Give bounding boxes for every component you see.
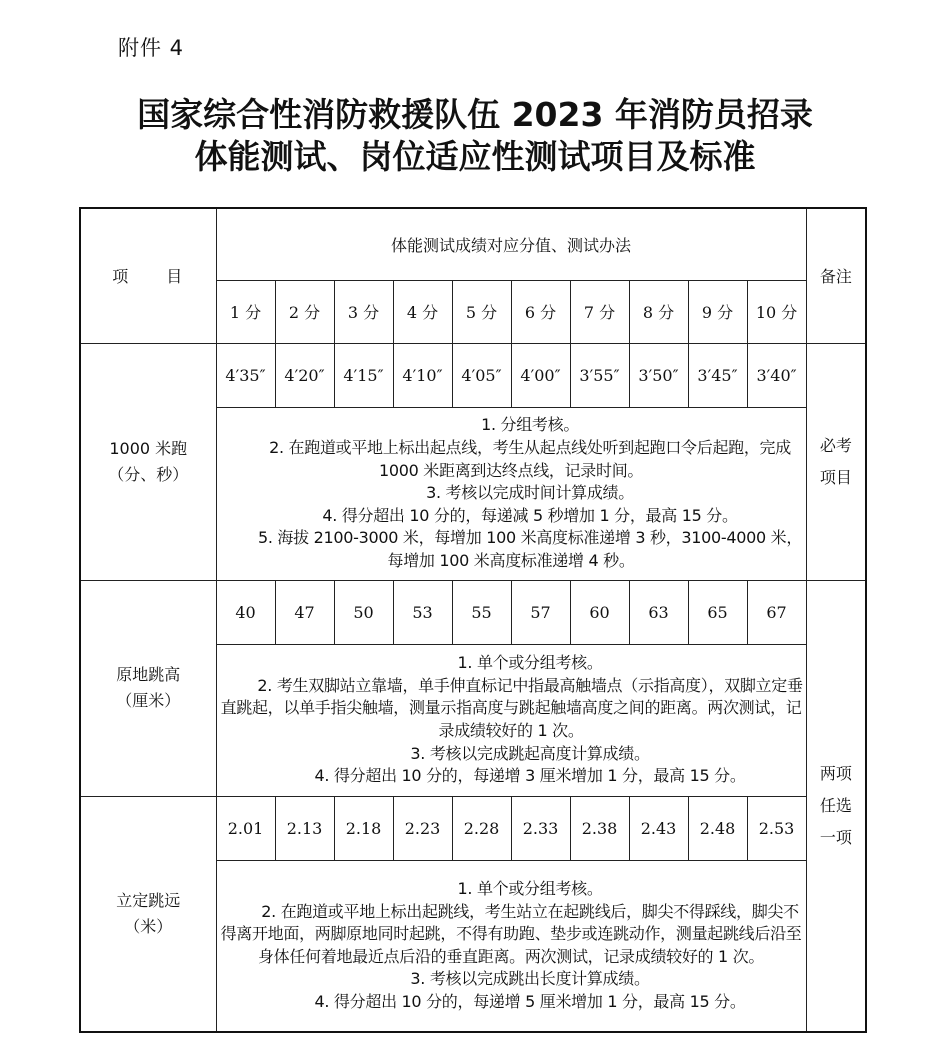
vjump-value-cell: 63: [629, 580, 688, 644]
run-values-row: [80, 343, 866, 407]
vjump-value-cell: 65: [688, 580, 747, 644]
vjump-item-name-line1: 原地跳高: [116, 665, 181, 684]
run-method: [216, 407, 806, 580]
ljump-values-row: [80, 796, 866, 860]
method-line: 2. 在跑道或平地上标出起点线，考生从起点线处听到起跑口令后起跑，完成 1000 米距离到达终点线，记录时间。: [269, 438, 791, 480]
header-scores-title: 体能测试成绩对应分值、测试办法: [216, 208, 806, 280]
header-remarks: 备注: [806, 208, 866, 343]
header-point-cell: 5 分: [452, 280, 511, 343]
ljump-value-cell: 2.33: [511, 796, 570, 860]
run-value-cell: 3′55″: [570, 343, 629, 407]
run-item-name-line2: （分、秒）: [108, 464, 189, 484]
method-line: 4. 得分超出 10 分的，每递减 5 秒增加 1 分，最高 15 分。: [322, 505, 738, 525]
run-value-cell: 4′10″: [393, 343, 452, 407]
vjump-values-row: [80, 580, 866, 644]
document-title-line-1: 国家综合性消防救援队伍 2023 年消防员招录: [137, 95, 813, 134]
method-line: 5. 海拔 2100-3000 米，每增加 100 米高度标准递增 3 秒，3100-4000 米，每增加 100 米高度标准递增 4 秒。: [257, 528, 803, 570]
run-item-name-line1: 1000 米跑: [109, 438, 188, 458]
vjump-value-cell: 60: [570, 580, 629, 644]
document-title-line-2: 体能测试、岗位适应性测试项目及标准: [194, 137, 756, 176]
jump-remark-line3: 一项: [819, 827, 852, 847]
run-remark-line1: 必考: [819, 435, 852, 455]
run-value-cell: 4′00″: [511, 343, 570, 407]
method-line: 3. 考核以完成跳起高度计算成绩。: [410, 743, 650, 763]
ljump-item-name: [80, 796, 216, 1032]
header-point-cell: 4 分: [393, 280, 452, 343]
ljump-value-cell: 2.43: [629, 796, 688, 860]
vjump-value-cell: 55: [452, 580, 511, 644]
method-line: 3. 考核以完成跳出长度计算成绩。: [410, 969, 650, 989]
vjump-value-cell: 50: [334, 580, 393, 644]
ljump-method: [216, 860, 806, 1032]
header-point-cell: 2 分: [275, 280, 334, 343]
vjump-method: [216, 644, 806, 796]
method-line: 2. 在跑道或平地上标出起跳线，考生站立在起跳线后，脚尖不得踩线，脚尖不得离开地面，两脚原地同时起跳，不得有助跑、垫步或连跳动作，测量起跳线后沿至身体任何着地最近点后沿的垂直距离。两次测试，记录成绩较好的 1 次。: [220, 901, 802, 966]
vjump-value-cell: 53: [393, 580, 452, 644]
ljump-value-cell: 2.28: [452, 796, 511, 860]
run-value-cell: 3′45″: [688, 343, 747, 407]
vjump-item-name: [80, 580, 216, 796]
run-remark: [806, 343, 866, 580]
method-line: 1. 分组考核。: [481, 415, 580, 435]
ljump-item-name-line2: （米）: [124, 916, 173, 936]
header-point-cell: 9 分: [688, 280, 747, 343]
method-line: 1. 单个或分组考核。: [457, 653, 603, 673]
ljump-value-cell: 2.38: [570, 796, 629, 860]
vjump-value-cell: 40: [216, 580, 275, 644]
ljump-value-cell: 2.23: [393, 796, 452, 860]
header-point-cell: 6 分: [511, 280, 570, 343]
ljump-value-cell: 2.01: [216, 796, 275, 860]
run-value-cell: 4′05″: [452, 343, 511, 407]
header-point-cell: 3 分: [334, 280, 393, 343]
run-item-name: [80, 343, 216, 580]
run-value-cell: 3′50″: [629, 343, 688, 407]
method-line: 3. 考核以完成时间计算成绩。: [426, 483, 634, 503]
standards-table: [79, 207, 867, 1033]
jump-remark-line2: 任选: [819, 795, 852, 815]
ljump-value-cell: 2.18: [334, 796, 393, 860]
ljump-item-name-line1: 立定跳远: [116, 890, 181, 910]
method-line: 1. 单个或分组考核。: [457, 878, 603, 898]
attachment-label: 附件 4: [118, 36, 185, 60]
ljump-value-cell: 2.53: [747, 796, 806, 860]
vjump-item-name-line2: （厘米）: [116, 691, 181, 710]
run-value-cell: 4′20″: [275, 343, 334, 407]
header-row-title: [80, 208, 866, 280]
run-value-cell: 3′40″: [747, 343, 806, 407]
ljump-value-cell: 2.48: [688, 796, 747, 860]
vjump-value-cell: 67: [747, 580, 806, 644]
jump-remark: [806, 580, 866, 1032]
header-point-cell: 10 分: [747, 280, 806, 343]
vjump-value-cell: 47: [275, 580, 334, 644]
header-point-cell: 7 分: [570, 280, 629, 343]
header-point-cell: 8 分: [629, 280, 688, 343]
run-value-cell: 4′35″: [216, 343, 275, 407]
run-remark-line2: 项目: [819, 467, 852, 487]
method-line: 4. 得分超出 10 分的，每递增 5 厘米增加 1 分，最高 15 分。: [314, 991, 746, 1011]
run-value-cell: 4′15″: [334, 343, 393, 407]
vjump-value-cell: 57: [511, 580, 570, 644]
jump-remark-line1: 两项: [819, 763, 852, 783]
method-line: 2. 考生双脚站立靠墙，单手伸直标记中指最高触墙点（示指高度），双脚立定垂直跳起，以单手指尖触墙，测量示指高度与跳起触墙高度之间的距离。两次测试，记录成绩较好的 1 次。: [220, 675, 803, 740]
method-line: 4. 得分超出 10 分的，每递增 3 厘米增加 1 分，最高 15 分。: [314, 766, 746, 786]
header-point-cell: 1 分: [216, 280, 275, 343]
ljump-value-cell: 2.13: [275, 796, 334, 860]
header-item: 项 目: [80, 208, 216, 343]
